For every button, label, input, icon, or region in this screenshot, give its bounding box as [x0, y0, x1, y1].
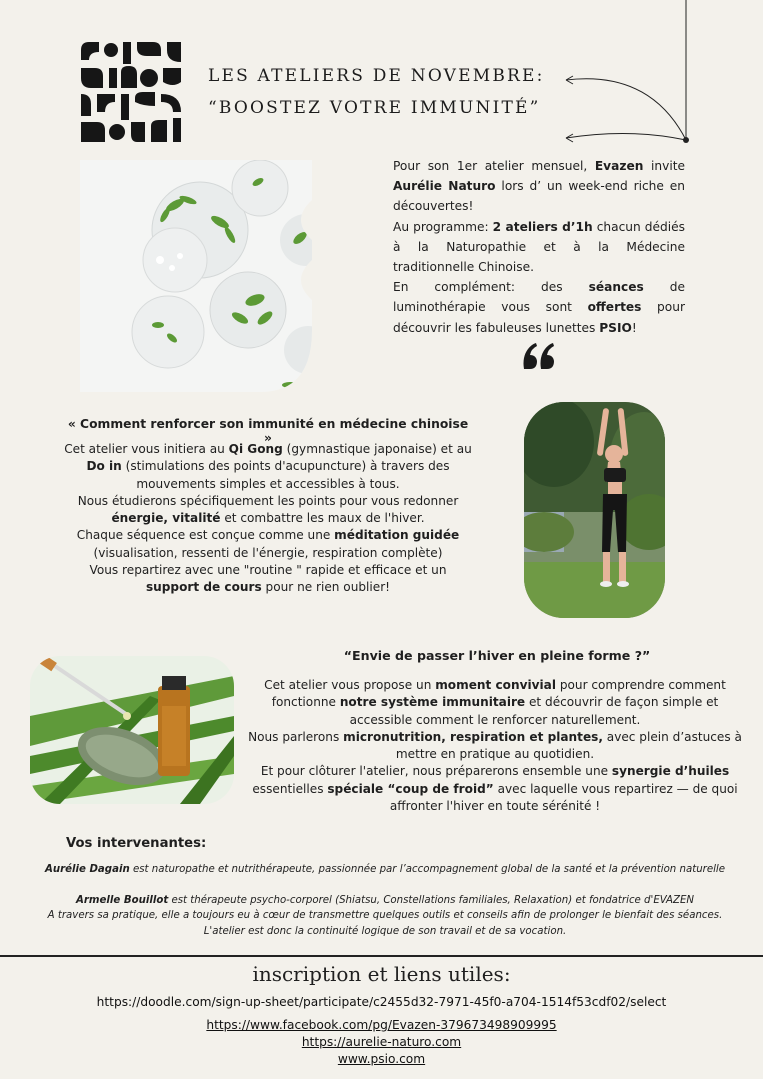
intro-text: Pour son 1er atelier mensuel, Evazen invite Aurélie Naturo lors d’ un week-end riche en découvertes! Au programme: 2 ateliers d’1h chacun dédiés à la Naturopathie et à la Médecine traditionnelle Chinoise. En complément: des séances de luminothérapie vous sont offertes pour découvrir les fabuleuses lunettes PSIO! [393, 159, 686, 335]
essential-oil-photo [30, 656, 234, 804]
quote-icon [522, 343, 556, 369]
speaker-armelle: Armelle Bouillot est thérapeute psycho-corporel (Shiatsu, Constellations familiales, Relaxation) et fondatrice d'EVAZEN A travers sa pratique, elle a toujours eu à cœur de transmettre quelques outils et conseils afin de prolonger le bienfait des séances. L'atelier est donc la continuité logique de son travail et de sa vocation. [47, 895, 723, 937]
footer-title: inscription et liens utiles: [252, 962, 511, 986]
doodle-link[interactable]: https://doodle.com/sign-up-sheet/participate/c2455d32-7971-45f0-a704-1514f53cdf02/select [96, 995, 667, 1009]
workshop2-title: “Envie de passer l’hiver en pleine forme ?” [343, 648, 651, 663]
qi-gong-woman-photo [524, 402, 665, 618]
psio-link[interactable]: www.psio.com [337, 1052, 426, 1066]
page-title-line1: LES ATELIERS DE NOVEMBRE: [208, 66, 545, 86]
page-title-line2: “BOOSTEZ VOTRE IMMUNITÉ” [208, 98, 541, 118]
aurelie-naturo-link[interactable]: https://aurelie-naturo.com [301, 1035, 462, 1049]
speaker-aurelie: Aurélie Dagain est naturopathe et nutrithérapeute, passionnée par l’accompagnement global de la santé et la prévention naturelle [44, 864, 726, 875]
facebook-link[interactable]: https://www.facebook.com/pg/Evazen-379673498909995 [206, 1018, 557, 1032]
evazen-logo [81, 42, 181, 142]
workshop1-description: Cet atelier vous initiera au Qi Gong (gymnastique japonaise) et au Do in (stimulations des points d'acupuncture) à travers des mouvements simples et accessibles à tous. Nous étudierons spécifiquement les points pour vous redonner énergie, vitalité et combattre les maux de l'hiver. Chaque séquence est conçue comme une méditation guidée (visualisation, ressenti de l'énergie, respiration complète) Vous repartirez avec une "routine " rapide et efficace et un support de cours pour ne rien oublier! [64, 442, 472, 595]
herbs-petri-dish-photo [80, 160, 312, 392]
workshop2-description: Cet atelier vous propose un moment convivial pour comprendre comment fonctionne notre système immunitaire et découvrir de façon simple et accessible comment le renforcer naturellement. Nous parlerons micronutrition, respiration et plantes, avec plein d’astuces à mettre en pratique au quotidien. Et pour clôturer l'atelier, nous préparerons ensemble une synergie d’huiles essentielles spéciale “coup de froid” avec laquelle vous repartirez — de quoi affronter l'hiver en toute sérénité ! [248, 678, 742, 814]
speakers-heading: Vos intervenantes: [66, 836, 207, 851]
decorative-arrows [540, 0, 700, 160]
workshop1-title: « Comment renforcer son immunité en médecine chinoise » [67, 417, 469, 445]
footer-divider [0, 955, 763, 957]
